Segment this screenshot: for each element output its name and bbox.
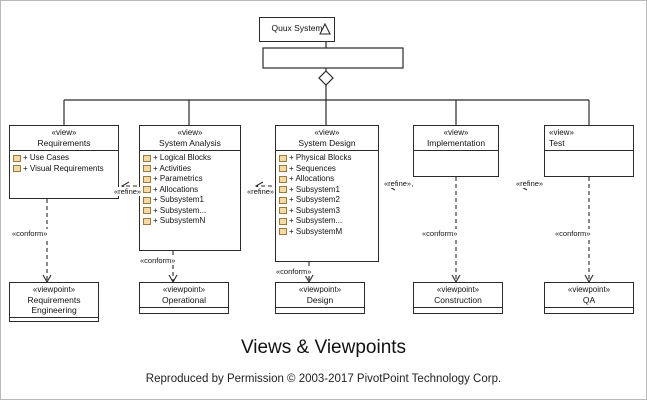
viewpoint-body [140, 308, 228, 326]
feature-swatch-icon [143, 218, 151, 225]
edge-label-conform: «conform» [276, 267, 312, 276]
stereotype-label: «view» [177, 128, 203, 137]
feature-swatch-icon [13, 155, 21, 162]
view-test-header [545, 126, 633, 151]
viewpoint-design[interactable] [275, 282, 365, 314]
feature-swatch-icon [143, 155, 151, 162]
feature-item: + Use Cases [13, 153, 116, 164]
feature-swatch-icon [279, 165, 287, 172]
edge-label-refine: «refine» [247, 187, 275, 196]
stereotype-label: «view» [443, 128, 469, 137]
feature-item: + Subsystem... [143, 206, 238, 217]
view-system-analysis-header [140, 126, 240, 151]
feature-swatch-icon [143, 165, 151, 172]
feature-item: + Sequences [279, 164, 376, 175]
feature-item: + SubsystemM [279, 227, 376, 238]
viewpoint-operational[interactable] [139, 282, 229, 314]
viewpoint-header [10, 283, 98, 318]
viewpoint-header [414, 283, 502, 308]
feature-item: + Subsystem... [279, 216, 376, 227]
view-requirements-features [10, 151, 118, 176]
edge-label-refine: «refine» [516, 179, 544, 188]
viewpoint-header [140, 283, 228, 308]
feature-swatch-icon [279, 197, 287, 204]
feature-swatch-icon [279, 155, 287, 162]
edge-label-conform: «conform» [12, 229, 48, 238]
feature-swatch-icon [143, 176, 151, 183]
edge-label-conform: «conform» [555, 229, 591, 238]
edge-label-refine: «refine» [384, 179, 412, 188]
viewpoint-header [276, 283, 364, 308]
stereotype-label: «view» [314, 128, 340, 137]
feature-item: + Subsystem1 [143, 195, 238, 206]
view-system-design-header [276, 126, 378, 151]
feature-swatch-icon [279, 218, 287, 225]
view-test[interactable] [544, 125, 634, 177]
view-implementation-header [414, 126, 498, 151]
view-name-label: Requirements [37, 138, 91, 148]
feature-swatch-icon [13, 165, 21, 172]
stereotype-label: «view» [51, 128, 77, 137]
feature-swatch-icon [279, 207, 287, 214]
stereotype-label: «viewpoint» [162, 285, 206, 294]
viewpoint-name-label: Requirements Engineering [27, 295, 81, 315]
view-name-label: Test [549, 138, 565, 148]
feature-swatch-icon [143, 186, 151, 193]
view-system-analysis-features [140, 151, 240, 229]
view-implementation[interactable] [413, 125, 499, 177]
view-name-label: System Design [298, 138, 356, 148]
edge-label-conform: «conform» [422, 229, 458, 238]
block-definition-icon [318, 22, 332, 36]
feature-item: + Activities [143, 164, 238, 175]
view-system-analysis[interactable] [139, 125, 241, 251]
view-system-design[interactable] [275, 125, 379, 262]
stereotype-label: «viewpoint» [436, 285, 480, 294]
feature-item: + Allocations [279, 174, 376, 185]
stereotype-label: «viewpoint» [298, 285, 342, 294]
viewpoint-header [545, 283, 633, 308]
feature-item: + Logical Blocks [143, 153, 238, 164]
viewpoint-body [545, 308, 633, 326]
view-system-design-features [276, 151, 378, 239]
feature-swatch-icon [279, 228, 287, 235]
viewpoint-body [276, 308, 364, 326]
feature-swatch-icon [143, 207, 151, 214]
feature-item: + Parametrics [143, 174, 238, 185]
viewpoint-name-label: Operational [162, 295, 206, 305]
feature-item: + Allocations [143, 185, 238, 196]
viewpoint-name-label: QA [582, 295, 596, 305]
feature-item: + SubsystemN [143, 216, 238, 227]
feature-item: + Subsystem3 [279, 206, 376, 217]
feature-item: + Subsystem2 [279, 195, 376, 206]
diagram-title: Views & Viewpoints [240, 337, 407, 358]
viewpoint-name-label: Construction [434, 295, 482, 305]
feature-swatch-icon [279, 186, 287, 193]
feature-swatch-icon [279, 176, 287, 183]
copyright-credit: Reproduced by Permission © 2003-2017 PivotPoint Technology Corp. [145, 373, 502, 385]
view-name-label: Implementation [426, 138, 486, 148]
block-quux-system-name: Quux System [271, 23, 323, 33]
block-quux-system[interactable] [259, 17, 335, 42]
viewpoint-body [414, 308, 502, 326]
edge-label-refine: «refine» [114, 187, 142, 196]
feature-swatch-icon [143, 197, 151, 204]
view-requirements-header [10, 126, 118, 151]
stereotype-label: «view» [549, 128, 574, 137]
stereotype-label: «viewpoint» [567, 285, 611, 294]
viewpoint-name-label: Design [306, 295, 334, 305]
view-implementation-features [414, 151, 498, 165]
stereotype-label: «viewpoint» [32, 285, 76, 294]
view-requirements[interactable] [9, 125, 119, 199]
view-name-label: System Analysis [159, 138, 221, 148]
feature-item: + Physical Blocks [279, 153, 376, 164]
viewpoint-qa[interactable] [544, 282, 634, 314]
viewpoint-body [10, 318, 98, 336]
feature-item: + Visual Requirements [13, 164, 116, 175]
viewpoint-construction[interactable] [413, 282, 503, 314]
feature-item: + Subsystem1 [279, 185, 376, 196]
viewpoint-requirements-engineering[interactable] [9, 282, 99, 322]
view-test-features [545, 151, 633, 165]
edge-label-conform: «conform» [140, 256, 176, 265]
